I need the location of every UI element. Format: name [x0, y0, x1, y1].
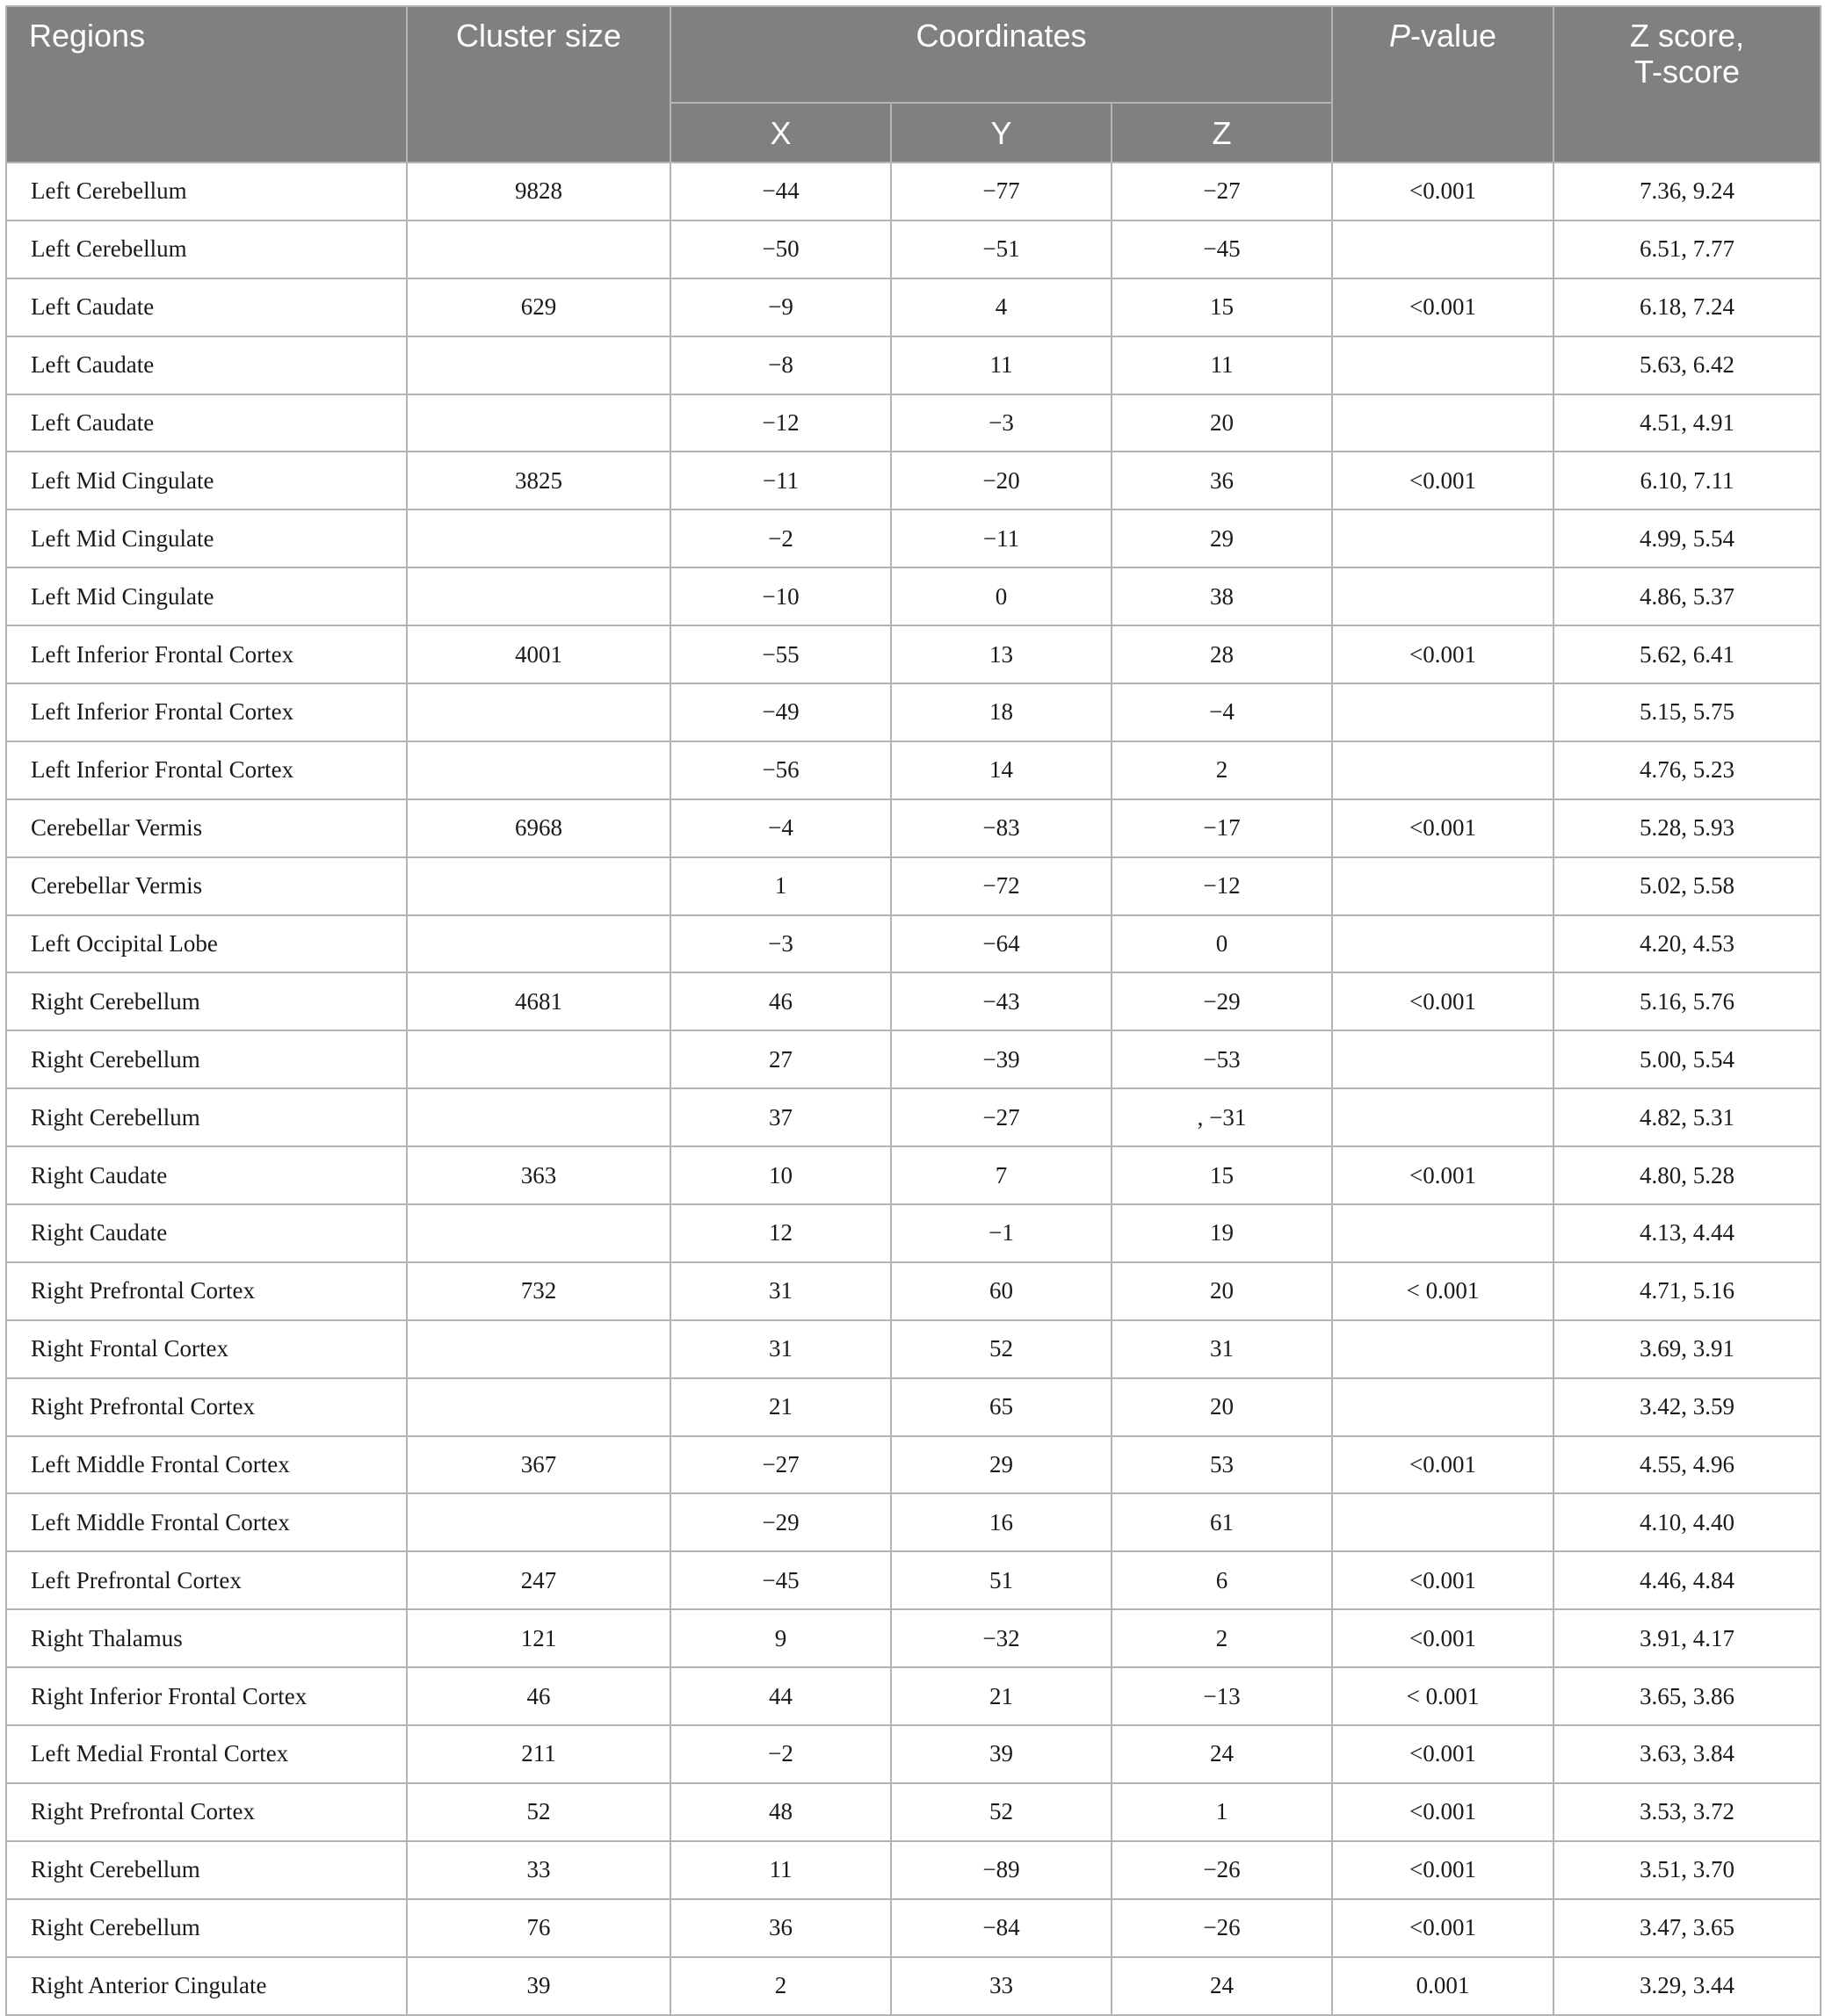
cell-cluster-size: 211 — [407, 1725, 670, 1783]
cell-y: −77 — [891, 163, 1112, 220]
cell-y: 29 — [891, 1436, 1112, 1494]
cell-x: 44 — [670, 1667, 891, 1725]
cell-x: 27 — [670, 1030, 891, 1088]
cell-cluster-size: 363 — [407, 1146, 670, 1204]
cell-x: −55 — [670, 625, 891, 683]
cell-cluster-size — [407, 336, 670, 394]
cell-y: −20 — [891, 452, 1112, 509]
cell-region: Left Middle Frontal Cortex — [6, 1436, 407, 1494]
table-row — [6, 1262, 1821, 1320]
cell-y: −27 — [891, 1088, 1112, 1146]
cell-region: Left Cerebellum — [6, 220, 407, 278]
cell-x: 31 — [670, 1262, 891, 1320]
cell-region: Right Inferior Frontal Cortex — [6, 1667, 407, 1725]
cell-p-value — [1332, 509, 1553, 567]
table-row — [6, 452, 1821, 509]
cell-region: Right Caudate — [6, 1146, 407, 1204]
cell-region: Right Anterior Cingulate — [6, 1957, 407, 2015]
cell-score: 3.53, 3.72 — [1553, 1783, 1821, 1841]
cell-x: 37 — [670, 1088, 891, 1146]
table-header — [6, 6, 1821, 163]
cell-z: −4 — [1112, 683, 1332, 741]
cell-y: −32 — [891, 1609, 1112, 1667]
cell-score: 4.71, 5.16 — [1553, 1262, 1821, 1320]
table-row — [6, 1783, 1821, 1841]
cell-x: −4 — [670, 799, 891, 857]
cell-score: 3.69, 3.91 — [1553, 1320, 1821, 1378]
cell-z: 36 — [1112, 452, 1332, 509]
cell-z: 53 — [1112, 1436, 1332, 1494]
cell-y: −64 — [891, 915, 1112, 973]
cell-region: Right Cerebellum — [6, 1899, 407, 1957]
cell-cluster-size: 4001 — [407, 625, 670, 683]
cell-region: Left Inferior Frontal Cortex — [6, 683, 407, 741]
cell-score: 4.55, 4.96 — [1553, 1436, 1821, 1494]
cell-z: 28 — [1112, 625, 1332, 683]
cell-p-value: 0.001 — [1332, 1957, 1553, 2015]
table-body — [6, 163, 1821, 2015]
cell-p-value — [1332, 915, 1553, 973]
cell-p-value: <0.001 — [1332, 163, 1553, 220]
cell-z: −26 — [1112, 1841, 1332, 1899]
table-row — [6, 1378, 1821, 1436]
cell-z: 61 — [1112, 1493, 1332, 1551]
table-row — [6, 857, 1821, 915]
table-row — [6, 1146, 1821, 1204]
cell-p-value: < 0.001 — [1332, 1262, 1553, 1320]
cell-y: 13 — [891, 625, 1112, 683]
cell-p-value — [1332, 1493, 1553, 1551]
cell-x: −29 — [670, 1493, 891, 1551]
table-row — [6, 1841, 1821, 1899]
cell-x: −2 — [670, 509, 891, 567]
table-row — [6, 1609, 1821, 1667]
cell-p-value: <0.001 — [1332, 1725, 1553, 1783]
cell-y: 7 — [891, 1146, 1112, 1204]
cell-x: −9 — [670, 278, 891, 336]
cell-x: −11 — [670, 452, 891, 509]
cell-p-value: < 0.001 — [1332, 1667, 1553, 1725]
cell-y: −39 — [891, 1030, 1112, 1088]
cell-p-value — [1332, 336, 1553, 394]
cell-x: 48 — [670, 1783, 891, 1841]
cell-y: −72 — [891, 857, 1112, 915]
cell-score: 4.46, 4.84 — [1553, 1551, 1821, 1609]
table-row — [6, 1957, 1821, 2015]
cell-z: 15 — [1112, 278, 1332, 336]
cell-region: Left Caudate — [6, 394, 407, 452]
cell-p-value — [1332, 220, 1553, 278]
header-cluster-size: Cluster size — [407, 6, 670, 163]
cell-region: Left Cerebellum — [6, 163, 407, 220]
cell-region: Cerebellar Vermis — [6, 799, 407, 857]
cell-cluster-size: 6968 — [407, 799, 670, 857]
cell-z: −26 — [1112, 1899, 1332, 1957]
cell-score: 4.76, 5.23 — [1553, 741, 1821, 799]
cell-score: 5.28, 5.93 — [1553, 799, 1821, 857]
cell-p-value: <0.001 — [1332, 1551, 1553, 1609]
cell-cluster-size: 9828 — [407, 163, 670, 220]
table-row — [6, 1030, 1821, 1088]
cell-x: 10 — [670, 1146, 891, 1204]
cell-p-value — [1332, 741, 1553, 799]
cell-y: 39 — [891, 1725, 1112, 1783]
cell-y: −43 — [891, 972, 1112, 1030]
cell-x: 46 — [670, 972, 891, 1030]
cell-cluster-size: 121 — [407, 1609, 670, 1667]
cell-y: 11 — [891, 336, 1112, 394]
cell-z: 29 — [1112, 509, 1332, 567]
cell-x: −50 — [670, 220, 891, 278]
cell-score: 3.65, 3.86 — [1553, 1667, 1821, 1725]
cell-cluster-size — [407, 1030, 670, 1088]
cell-z: −13 — [1112, 1667, 1332, 1725]
cell-y: −1 — [891, 1204, 1112, 1262]
cell-region: Left Caudate — [6, 336, 407, 394]
cell-z: 20 — [1112, 1378, 1332, 1436]
cell-score: 4.80, 5.28 — [1553, 1146, 1821, 1204]
cell-region: Right Prefrontal Cortex — [6, 1378, 407, 1436]
cell-y: 21 — [891, 1667, 1112, 1725]
cell-score: 3.29, 3.44 — [1553, 1957, 1821, 2015]
cell-z: −45 — [1112, 220, 1332, 278]
cell-cluster-size — [407, 1204, 670, 1262]
cell-y: 65 — [891, 1378, 1112, 1436]
cell-p-value — [1332, 1320, 1553, 1378]
cell-x: −3 — [670, 915, 891, 973]
cell-x: 11 — [670, 1841, 891, 1899]
cell-z: −53 — [1112, 1030, 1332, 1088]
cell-region: Left Inferior Frontal Cortex — [6, 625, 407, 683]
table-row — [6, 683, 1821, 741]
cell-score: 3.63, 3.84 — [1553, 1725, 1821, 1783]
cell-region: Right Cerebellum — [6, 1841, 407, 1899]
cell-region: Right Cerebellum — [6, 1030, 407, 1088]
cell-cluster-size: 33 — [407, 1841, 670, 1899]
cell-p-value: <0.001 — [1332, 625, 1553, 683]
cell-p-value — [1332, 1088, 1553, 1146]
cell-cluster-size — [407, 857, 670, 915]
table-row — [6, 625, 1821, 683]
cell-region: Right Prefrontal Cortex — [6, 1262, 407, 1320]
cell-p-value: <0.001 — [1332, 452, 1553, 509]
cell-score: 4.51, 4.91 — [1553, 394, 1821, 452]
cell-y: 18 — [891, 683, 1112, 741]
cell-z: 1 — [1112, 1783, 1332, 1841]
cell-score: 4.82, 5.31 — [1553, 1088, 1821, 1146]
cell-p-value: <0.001 — [1332, 278, 1553, 336]
cell-p-value: <0.001 — [1332, 799, 1553, 857]
cell-region: Left Middle Frontal Cortex — [6, 1493, 407, 1551]
cell-z: 0 — [1112, 915, 1332, 973]
cell-y: 52 — [891, 1783, 1112, 1841]
cell-x: −12 — [670, 394, 891, 452]
cell-z: −27 — [1112, 163, 1332, 220]
table-row — [6, 567, 1821, 625]
cell-y: −83 — [891, 799, 1112, 857]
cell-region: Right Frontal Cortex — [6, 1320, 407, 1378]
cell-y: −51 — [891, 220, 1112, 278]
header-p-suffix: -value — [1409, 18, 1497, 54]
header-p-value — [1332, 6, 1553, 163]
table-row — [6, 509, 1821, 567]
cell-cluster-size — [407, 509, 670, 567]
cell-p-value — [1332, 857, 1553, 915]
cell-region: Right Cerebellum — [6, 1088, 407, 1146]
table-row — [6, 163, 1821, 220]
table-row — [6, 278, 1821, 336]
cell-z: 20 — [1112, 1262, 1332, 1320]
cell-x: −44 — [670, 163, 891, 220]
cell-y: 4 — [891, 278, 1112, 336]
cell-x: 31 — [670, 1320, 891, 1378]
cell-y: −89 — [891, 1841, 1112, 1899]
cell-score: 6.18, 7.24 — [1553, 278, 1821, 336]
header-score — [1553, 6, 1821, 163]
cell-cluster-size — [407, 1493, 670, 1551]
header-coordinates: Coordinates — [670, 6, 1332, 103]
cell-cluster-size — [407, 1320, 670, 1378]
cell-y: 16 — [891, 1493, 1112, 1551]
cell-y: 60 — [891, 1262, 1112, 1320]
cell-p-value: <0.001 — [1332, 1146, 1553, 1204]
cell-region: Left Mid Cingulate — [6, 567, 407, 625]
table-row — [6, 1204, 1821, 1262]
cell-z: −17 — [1112, 799, 1332, 857]
cell-z: 2 — [1112, 741, 1332, 799]
cell-p-value: <0.001 — [1332, 1609, 1553, 1667]
cell-cluster-size: 52 — [407, 1783, 670, 1841]
cell-p-value — [1332, 1204, 1553, 1262]
cell-y: 0 — [891, 567, 1112, 625]
cell-z: −29 — [1112, 972, 1332, 1030]
header-y: Y — [891, 103, 1112, 163]
cell-score: 3.51, 3.70 — [1553, 1841, 1821, 1899]
cell-cluster-size — [407, 683, 670, 741]
table-row — [6, 1667, 1821, 1725]
cell-x: 9 — [670, 1609, 891, 1667]
cell-region: Right Caudate — [6, 1204, 407, 1262]
cell-p-value: <0.001 — [1332, 1436, 1553, 1494]
cell-region: Cerebellar Vermis — [6, 857, 407, 915]
cell-score: 5.15, 5.75 — [1553, 683, 1821, 741]
table-row — [6, 336, 1821, 394]
cell-x: −2 — [670, 1725, 891, 1783]
cell-x: −49 — [670, 683, 891, 741]
cell-y: 51 — [891, 1551, 1112, 1609]
cell-score: 3.91, 4.17 — [1553, 1609, 1821, 1667]
cell-y: 52 — [891, 1320, 1112, 1378]
cell-p-value — [1332, 1378, 1553, 1436]
cell-cluster-size — [407, 567, 670, 625]
cell-cluster-size — [407, 915, 670, 973]
cell-score: 5.16, 5.76 — [1553, 972, 1821, 1030]
cell-p-value: <0.001 — [1332, 1899, 1553, 1957]
cell-x: −10 — [670, 567, 891, 625]
header-regions: Regions — [6, 6, 407, 163]
cell-x: 1 — [670, 857, 891, 915]
cell-x: −27 — [670, 1436, 891, 1494]
table-row — [6, 1725, 1821, 1783]
cell-y: 14 — [891, 741, 1112, 799]
cell-region: Left Occipital Lobe — [6, 915, 407, 973]
header-score-line2: T-score — [1633, 54, 1741, 90]
cell-z: 19 — [1112, 1204, 1332, 1262]
cell-x: 21 — [670, 1378, 891, 1436]
cell-cluster-size: 76 — [407, 1899, 670, 1957]
cell-cluster-size: 3825 — [407, 452, 670, 509]
table-row — [6, 1436, 1821, 1494]
table-row — [6, 394, 1821, 452]
cell-z: 6 — [1112, 1551, 1332, 1609]
table-row — [6, 1088, 1821, 1146]
cell-p-value — [1332, 567, 1553, 625]
cell-score: 6.51, 7.77 — [1553, 220, 1821, 278]
cell-z: 24 — [1112, 1725, 1332, 1783]
cell-score: 5.00, 5.54 — [1553, 1030, 1821, 1088]
cell-cluster-size: 629 — [407, 278, 670, 336]
header-score-line1: Z score, — [1629, 18, 1745, 54]
cell-cluster-size: 46 — [407, 1667, 670, 1725]
cell-score: 4.13, 4.44 — [1553, 1204, 1821, 1262]
cell-region: Left Mid Cingulate — [6, 452, 407, 509]
cell-x: 2 — [670, 1957, 891, 2015]
results-table — [5, 5, 1821, 2016]
cell-region: Left Mid Cingulate — [6, 509, 407, 567]
cell-region: Left Caudate — [6, 278, 407, 336]
cell-score: 4.86, 5.37 — [1553, 567, 1821, 625]
cell-cluster-size: 247 — [407, 1551, 670, 1609]
cell-x: −8 — [670, 336, 891, 394]
cell-region: Right Cerebellum — [6, 972, 407, 1030]
cell-p-value — [1332, 394, 1553, 452]
table-row — [6, 1551, 1821, 1609]
cell-z: 24 — [1112, 1957, 1332, 2015]
cell-cluster-size — [407, 394, 670, 452]
cell-region: Left Prefrontal Cortex — [6, 1551, 407, 1609]
cell-score: 4.10, 4.40 — [1553, 1493, 1821, 1551]
cell-z: 31 — [1112, 1320, 1332, 1378]
table-row — [6, 799, 1821, 857]
header-p-letter: P — [1388, 18, 1410, 54]
cell-score: 4.20, 4.53 — [1553, 915, 1821, 973]
cell-score: 5.63, 6.42 — [1553, 336, 1821, 394]
cell-z: 15 — [1112, 1146, 1332, 1204]
cell-p-value: <0.001 — [1332, 1783, 1553, 1841]
table-row — [6, 1320, 1821, 1378]
cell-z: , −31 — [1112, 1088, 1332, 1146]
table-row — [6, 915, 1821, 973]
header-x: X — [670, 103, 891, 163]
cell-z: 38 — [1112, 567, 1332, 625]
cell-cluster-size — [407, 220, 670, 278]
cell-score: 5.62, 6.41 — [1553, 625, 1821, 683]
cell-y: 33 — [891, 1957, 1112, 2015]
cell-z: −12 — [1112, 857, 1332, 915]
cell-cluster-size: 39 — [407, 1957, 670, 2015]
cell-x: −45 — [670, 1551, 891, 1609]
cell-x: 36 — [670, 1899, 891, 1957]
cell-region: Left Medial Frontal Cortex — [6, 1725, 407, 1783]
header-z: Z — [1112, 103, 1332, 163]
cell-p-value — [1332, 1030, 1553, 1088]
cell-y: −84 — [891, 1899, 1112, 1957]
cell-x: 12 — [670, 1204, 891, 1262]
cell-z: 11 — [1112, 336, 1332, 394]
cell-y: −11 — [891, 509, 1112, 567]
cell-score: 3.42, 3.59 — [1553, 1378, 1821, 1436]
cell-score: 3.47, 3.65 — [1553, 1899, 1821, 1957]
cell-z: 2 — [1112, 1609, 1332, 1667]
cell-cluster-size: 4681 — [407, 972, 670, 1030]
table-row — [6, 1899, 1821, 1957]
cell-p-value: <0.001 — [1332, 1841, 1553, 1899]
cell-region: Right Prefrontal Cortex — [6, 1783, 407, 1841]
cell-cluster-size — [407, 1378, 670, 1436]
cell-cluster-size: 367 — [407, 1436, 670, 1494]
cell-score: 6.10, 7.11 — [1553, 452, 1821, 509]
table-row — [6, 741, 1821, 799]
cell-score: 4.99, 5.54 — [1553, 509, 1821, 567]
cell-region: Left Inferior Frontal Cortex — [6, 741, 407, 799]
table-row — [6, 1493, 1821, 1551]
cell-score: 5.02, 5.58 — [1553, 857, 1821, 915]
cell-p-value — [1332, 683, 1553, 741]
cell-p-value: <0.001 — [1332, 972, 1553, 1030]
cell-x: −56 — [670, 741, 891, 799]
table-row — [6, 972, 1821, 1030]
cell-cluster-size — [407, 741, 670, 799]
cell-score: 7.36, 9.24 — [1553, 163, 1821, 220]
cell-z: 20 — [1112, 394, 1332, 452]
cell-cluster-size — [407, 1088, 670, 1146]
table-row — [6, 220, 1821, 278]
cell-region: Right Thalamus — [6, 1609, 407, 1667]
cell-cluster-size: 732 — [407, 1262, 670, 1320]
cell-y: −3 — [891, 394, 1112, 452]
